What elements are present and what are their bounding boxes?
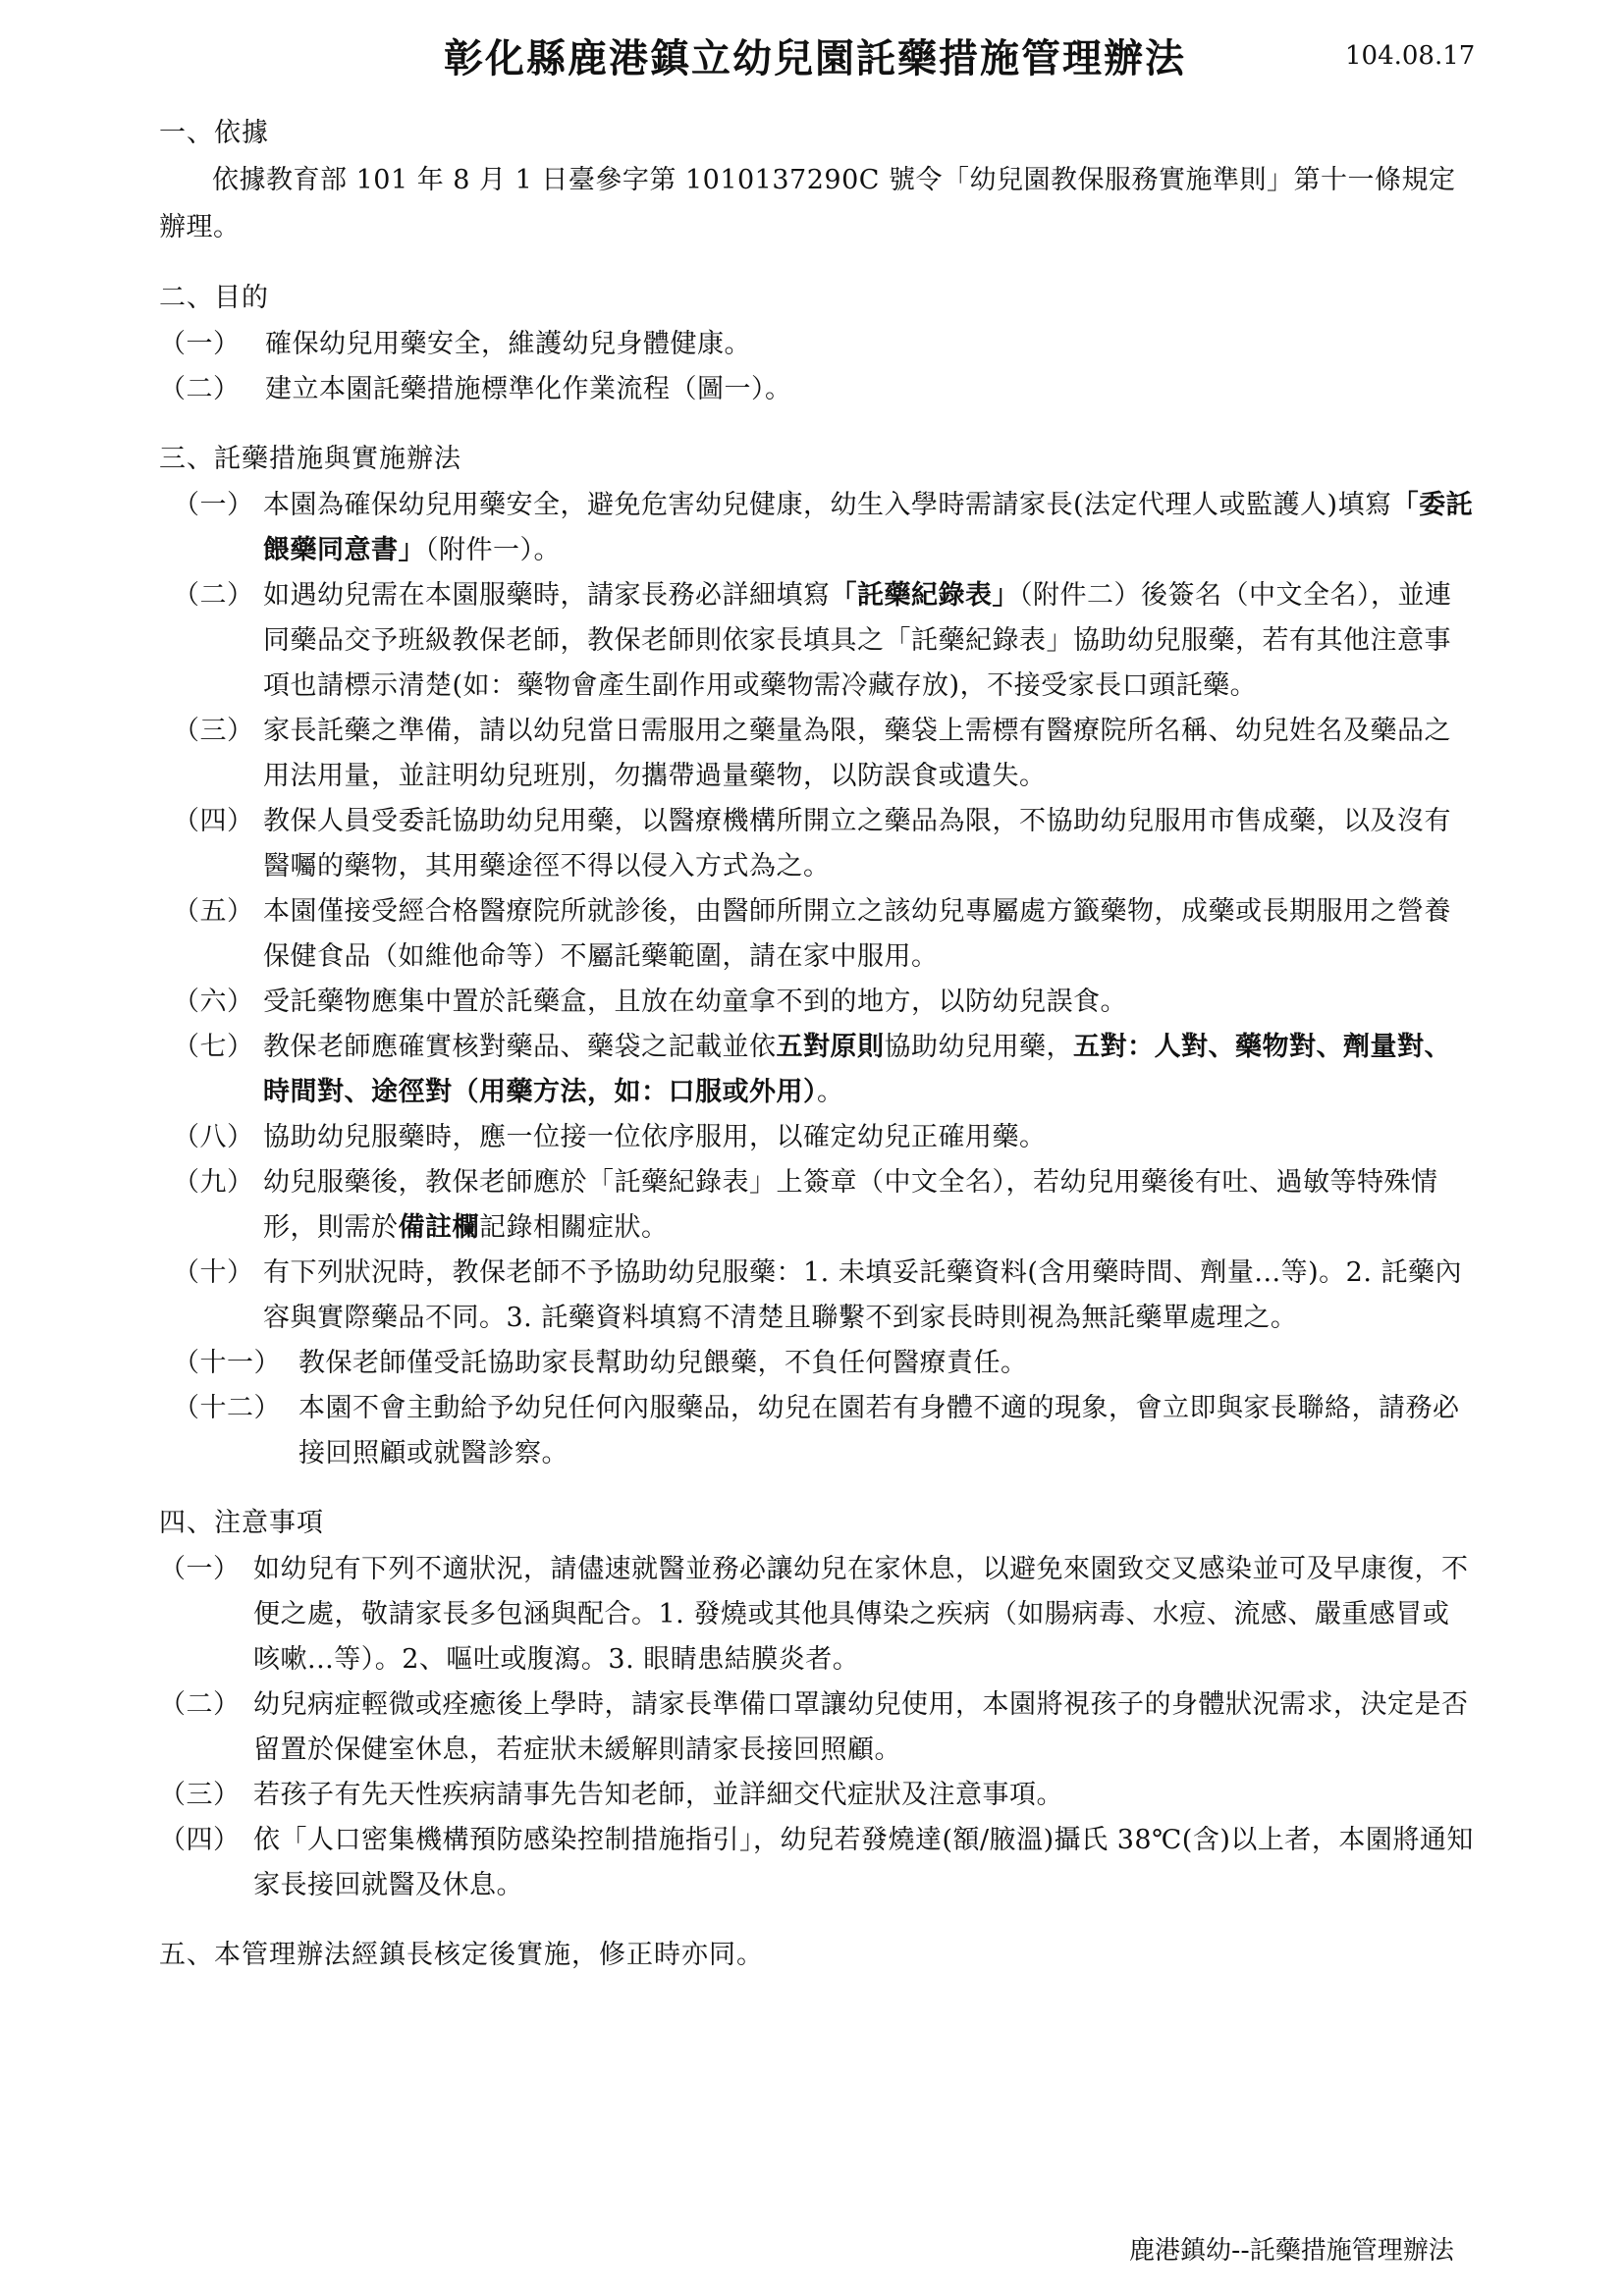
item-label: （三） [173, 716, 254, 746]
item-label: （一） [159, 1554, 241, 1584]
document-title: 彰化縣鹿港鎮立幼兒園託藥措施管理辦法 [444, 35, 1186, 81]
item-text: 教保人員受委託協助幼兒用藥，以醫療機構所開立之藥品為限，不協助幼兒服用市售成藥，以及沒有醫囑的藥物，其用藥途徑不得以侵入方式為之。 [263, 806, 1451, 881]
section-heading-basis: 一、依據 [159, 118, 269, 148]
measure-item-11 [173, 1341, 1475, 1386]
item-text-part: 記錄相關症狀。 [479, 1212, 669, 1243]
item-text: 協助幼兒服藥時，應一位接一位依序服用，以確定幼兒正確用藥。 [263, 1122, 1047, 1152]
measure-item-4 [173, 799, 1475, 889]
item-label: （二） [159, 1689, 241, 1720]
section-heading-notes: 四、注意事項 [159, 1508, 324, 1538]
item-text-part: 如遇幼兒需在本園服藥時，請家長務必詳細填寫 [263, 580, 831, 611]
item-text [263, 1160, 1475, 1251]
item-text-part: 本園為確保幼兒用藥安全，避免危害幼兒健康，幼生入學時需請家長(法定代理人或監護人)填寫 [263, 490, 1392, 520]
section-heading-purpose: 二、目的 [159, 283, 269, 313]
item-text [263, 483, 1475, 573]
note-item [159, 1682, 1475, 1773]
item-text: 本園不會主動給予幼兒任何內服藥品，幼兒在園若有身體不適的現象，會立即與家長聯絡，請務必接回照顧或就醫診察。 [298, 1393, 1460, 1468]
item-text: 教保老師僅受託協助家長幫助幼兒餵藥，不負任何醫療責任。 [298, 1348, 1028, 1378]
item-label: （十） [173, 1257, 254, 1288]
item-text-part: 教保老師應確實核對藥品、藥袋之記載並依 [263, 1032, 777, 1062]
purpose-item [159, 367, 1475, 412]
note-item [159, 1547, 1475, 1682]
item-text: 若孩子有先天性疾病請事先告知老師，並詳細交代症狀及注意事項。 [253, 1780, 1063, 1810]
item-label: （六） [173, 987, 254, 1017]
item-text-part: 協助幼兒用藥， [884, 1032, 1073, 1062]
item-text-part: 。 [817, 1077, 844, 1107]
measure-item-2 [173, 573, 1475, 709]
measure-item-8 [173, 1115, 1475, 1160]
purpose-item [159, 322, 1475, 367]
item-label: （十一） [173, 1348, 281, 1378]
note-item [159, 1818, 1475, 1908]
measure-item-9 [173, 1160, 1475, 1251]
item-text: 有下列狀況時，教保老師不予協助幼兒服藥：1. 未填妥託藥資料(含用藥時間、劑量...等)。2. 託藥內容與實際藥品不同。3. 託藥資料填寫不清楚且聯繫不到家長時則視為無託藥單處理之。 [263, 1257, 1462, 1333]
measure-item-1 [173, 483, 1475, 573]
item-text-part: 幼兒服藥後，教保老師應於「託藥紀錄表」上簽章（中文全名），若幼兒用藥後有吐、過敏等特殊情形，則需於 [263, 1167, 1438, 1243]
section-basis-text: 依據教育部 101 年 8 月 1 日臺參字第 1010137290C 號令「幼兒園教保服務實施準則」第十一條規定辦理。 [159, 165, 1456, 242]
item-text [263, 573, 1475, 709]
remarks-column: 備註欄 [398, 1212, 479, 1243]
item-label: （二） [173, 580, 254, 611]
item-label: （四） [159, 1825, 241, 1855]
item-label: （八） [173, 1122, 254, 1152]
item-text-part: （附件二）後簽名（中文全名），並連同藥品交予班級教保老師，教保老師則依家長填具之「託藥紀錄表」協助幼兒服藥，若有其他注意事項也請標示清楚(如：藥物會產生副作用或藥物需冷藏存放)，不接受家長口頭託藥。 [263, 580, 1452, 701]
item-text: 確保幼兒用藥安全，維護幼兒身體健康。 [265, 329, 751, 359]
item-text: 家長託藥之準備，請以幼兒當日需服用之藥量為限，藥袋上需標有醫療院所名稱、幼兒姓名及藥品之用法用量，並註明幼兒班別，勿攜帶過量藥物，以防誤食或遺失。 [263, 716, 1451, 791]
item-label: （三） [159, 1780, 241, 1810]
item-text: 如幼兒有下列不適狀況，請儘速就醫並務必讓幼兒在家休息，以避免來園致交叉感染並可及早康復，不便之處，敬請家長多包涵與配合。1. 發燒或其他具傳染之疾病（如腸病毒、水痘、流感、嚴重感冒或咳嗽...等）。2、嘔吐或腹瀉。3. 眼睛患結膜炎者。 [253, 1554, 1469, 1675]
note-item [159, 1773, 1475, 1818]
five-rights-principle: 五對原則 [776, 1032, 885, 1062]
item-label: （一） [159, 329, 241, 359]
measure-item-7 [173, 1025, 1475, 1115]
item-text: 幼兒病症輕微或痊癒後上學時，請家長準備口罩讓幼兒使用，本園將視孩子的身體狀況需求，決定是否留置於保健室休息，若症狀未緩解則請家長接回照顧。 [253, 1689, 1469, 1765]
record-form-name: 「託藥紀錄表」 [830, 580, 1019, 611]
item-label: （九） [173, 1167, 254, 1198]
page-footer: 鹿港鎮幼--託藥措施管理辦法 [1129, 2236, 1454, 2266]
item-text: 受託藥物應集中置於託藥盒，且放在幼童拿不到的地方，以防幼兒誤食。 [263, 987, 1127, 1017]
measure-item-3 [173, 709, 1475, 799]
section-heading-implementation: 五、本管理辦法經鎮長核定後實施，修正時亦同。 [159, 1940, 764, 1970]
item-label: （二） [159, 374, 241, 404]
measure-item-10 [173, 1251, 1475, 1341]
five-rights-list: 五對：人對、藥物對、劑量對、時間對、途徑對（用藥方法，如：口服或外用） [263, 1032, 1451, 1107]
measure-item-5 [173, 889, 1475, 980]
item-label: （七） [173, 1032, 254, 1062]
item-text: 建立本園託藥措施標準化作業流程（圖一）。 [265, 374, 792, 404]
item-label: （十二） [173, 1393, 281, 1423]
item-text: 依「人口密集機構預防感染控制措施指引」，幼兒若發燒達(額/腋溫)攝氏 38℃(含)以上者，本園將通知家長接回就醫及休息。 [253, 1825, 1474, 1900]
section-heading-measures: 三、託藥措施與實施辦法 [159, 444, 461, 474]
item-label: （五） [173, 896, 254, 927]
measure-item-6 [173, 980, 1475, 1025]
item-text-part: （附件一）。 [425, 535, 561, 565]
document-date: 104.08.17 [1345, 41, 1476, 71]
item-text [263, 1025, 1475, 1115]
item-text: 本園僅接受經合格醫療院所就診後，由醫師所開立之該幼兒專屬處方籤藥物，成藥或長期服用之營養保健食品（如維他命等）不屬託藥範圍，請在家中服用。 [263, 896, 1451, 972]
consent-form-name: 「委託餵藥同意書」 [263, 490, 1474, 565]
measure-item-12 [173, 1386, 1475, 1476]
item-label: （四） [173, 806, 254, 836]
document-body [159, 110, 1475, 1979]
item-label: （一） [173, 490, 254, 520]
